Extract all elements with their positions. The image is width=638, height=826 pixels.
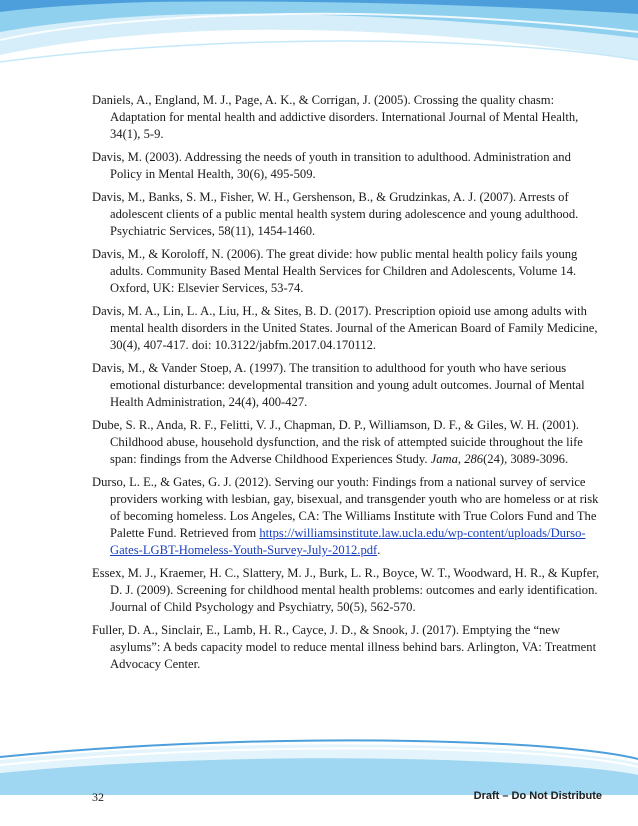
reference-pages: (24), 3089-3096.	[483, 452, 569, 466]
volume-number: 286	[464, 452, 484, 466]
reference-url-link[interactable]: https://williamsinstitute.law.ucla.edu/wp-content/uploads/Durso-Gates-LGBT-Homeless-Youth-Survey-July-2012.pdf	[110, 526, 586, 557]
reference-entry: Davis, M. (2003). Addressing the needs of youth in transition to adulthood. Administration and Policy in Mental Health, 30(6), 495-509.	[92, 150, 571, 181]
reference-entry-durso	[92, 474, 604, 559]
page-footer	[0, 787, 638, 811]
reference-entry: Daniels, A., England, M. J., Page, A. K., & Corrigan, J. (2005). Crossing the quality chasm: Adaptation for mental health and addictive disorders. International Journal of Mental Health, 34(1), 5-9.	[92, 93, 579, 141]
reference-entry: Davis, M., & Koroloff, N. (2006). The great divide: how public mental health policy fails young adults. Community Based Mental Health Services for Children and Adolescents, Volume 14. Oxford, UK: Elsevier Services, 53-74.	[92, 247, 578, 295]
reference-list	[92, 92, 604, 679]
reference-end-punct: .	[377, 543, 381, 557]
header-wave-decoration	[0, 0, 638, 95]
reference-entry: Davis, M., & Vander Stoep, A. (1997). The transition to adulthood for youth who have serious emotional disturbance: developmental transition and young adult outcomes. Journal of Mental Health Administration, 24(4), 400-427.	[92, 361, 585, 409]
draft-notice: Draft – Do Not Distribute	[473, 790, 602, 802]
reference-text: Durso, L. E., & Gates, G. J. (2012). Serving our youth: Findings from a national survey of service providers working with lesbian, gay, bisexual, and transgender youth who are homeless or at risk of becoming homeless. Los Angeles, CA: The Williams Institute with True Colors Fund and The Palette Fund. Retrieved from	[92, 475, 599, 540]
reference-entry: Davis, M. A., Lin, L. A., Liu, H., & Sites, B. D. (2017). Prescription opioid use among adults with mental health disorders in the United States. Journal of the American Board of Family Medicine, 30(4), 407-417. doi: 10.3122/jabfm.2017.04.170112.	[92, 304, 598, 352]
page-number: 32	[92, 790, 104, 804]
reference-entry: Davis, M., Banks, S. M., Fisher, W. H., Gershenson, B., & Grudzinkas, A. J. (2007). Arrests of adolescent clients of a public mental health system during adolescence and young adulthood. Psychiatric Services, 58(11), 1454-1460.	[92, 190, 579, 238]
journal-title: Jama	[430, 452, 458, 466]
reference-text: Dube, S. R., Anda, R. F., Felitti, V. J., Chapman, D. P., Williamson, D. F., & Giles, W. H. (2001). Childhood abuse, household dysfunction, and the risk of attempted suicide throughout the life span: findings from the Adverse Childhood Experiences Study.	[92, 418, 583, 466]
reference-entry: Fuller, D. A., Sinclair, E., Lamb, H. R., Cayce, J. D., & Snook, J. (2017). Emptying the “new asylums”: A beds capacity model to reduce mental illness behind bars. Arlington, VA: Treatment Advocacy Center.	[92, 623, 597, 671]
reference-separator: ,	[457, 452, 465, 466]
footer-wave-decoration	[0, 735, 638, 795]
reference-entry: Essex, M. J., Kraemer, H. C., Slattery, M. J., Burk, L. R., Boyce, W. T., Woodward, H. R., & Kupfer, D. J. (2009). Screening for childhood mental health problems: outcomes and early identification. Journal of Child Psychology and Psychiatry, 50(5), 562-570.	[92, 566, 600, 614]
reference-entry-dube	[92, 417, 604, 468]
